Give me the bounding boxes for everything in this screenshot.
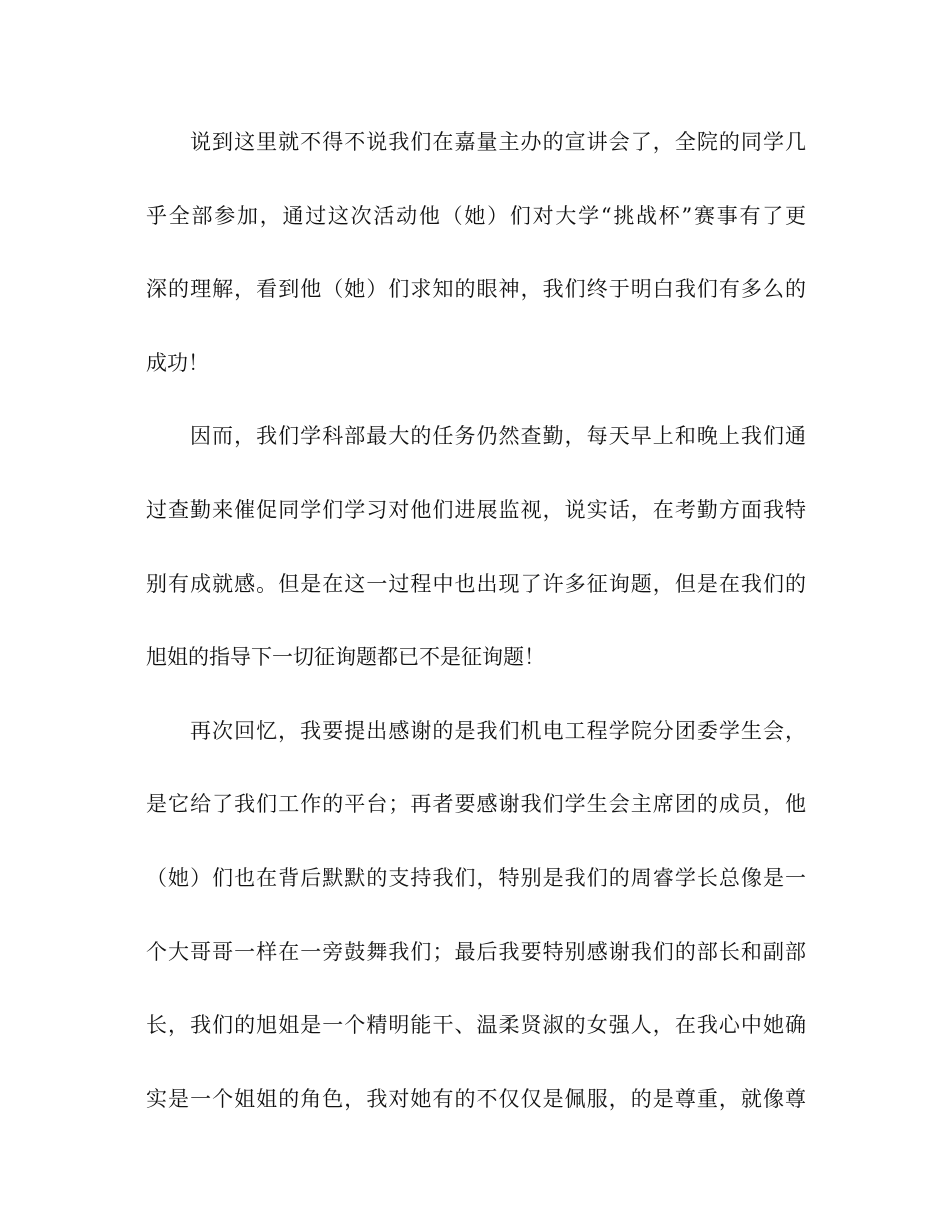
text-line: 乎全部参加，通过这次活动他（她）们对大学“挑战杯”赛事有了更	[146, 203, 806, 228]
text-line: 深的理解，看到他（她）们求知的眼神，我们终于明白我们有多么的	[146, 277, 806, 302]
text-line: 因而，我们学科部最大的任务仍然查勤，每天早上和晚上我们通	[190, 424, 806, 449]
text-line: 过查勤来催促同学们学习对他们进展监视，说实话，在考勤方面我特	[146, 497, 806, 522]
text-line: 成功！	[146, 350, 209, 375]
text-line: 说到这里就不得不说我们在嘉量主办的宣讲会了，全院的同学几	[190, 130, 806, 154]
text-line: 个大哥哥一样在一旁鼓舞我们；最后我要特别感谢我们的部长和副部	[146, 939, 806, 964]
paragraph-3	[146, 711, 806, 1153]
text-line: 别有成就感。但是在这一过程中也出现了许多征询题，但是在我们的	[146, 571, 806, 596]
text-line: （她）们也在背后默默的支持我们，特别是我们的周睿学长总像是一	[146, 865, 806, 890]
text-line: 是它给了我们工作的平台；再者要感谢我们学生会主席团的成员，他	[146, 792, 806, 817]
document-body	[146, 122, 806, 1152]
paragraph-1	[146, 122, 806, 416]
text-line: 实是一个姐姐的角色，我对她有的不仅仅是佩服，的是尊重，就像尊	[146, 1086, 806, 1111]
text-line: 旭姐的指导下一切征询题都已不是征询题！	[146, 645, 545, 670]
text-line: 长，我们的旭姐是一个精明能干、温柔贤淑的女强人，在我心中她确	[146, 1013, 806, 1038]
text-line: 再次回忆，我要提出感谢的是我们机电工程学院分团委学生会，	[190, 718, 806, 743]
paragraph-2	[146, 416, 806, 710]
